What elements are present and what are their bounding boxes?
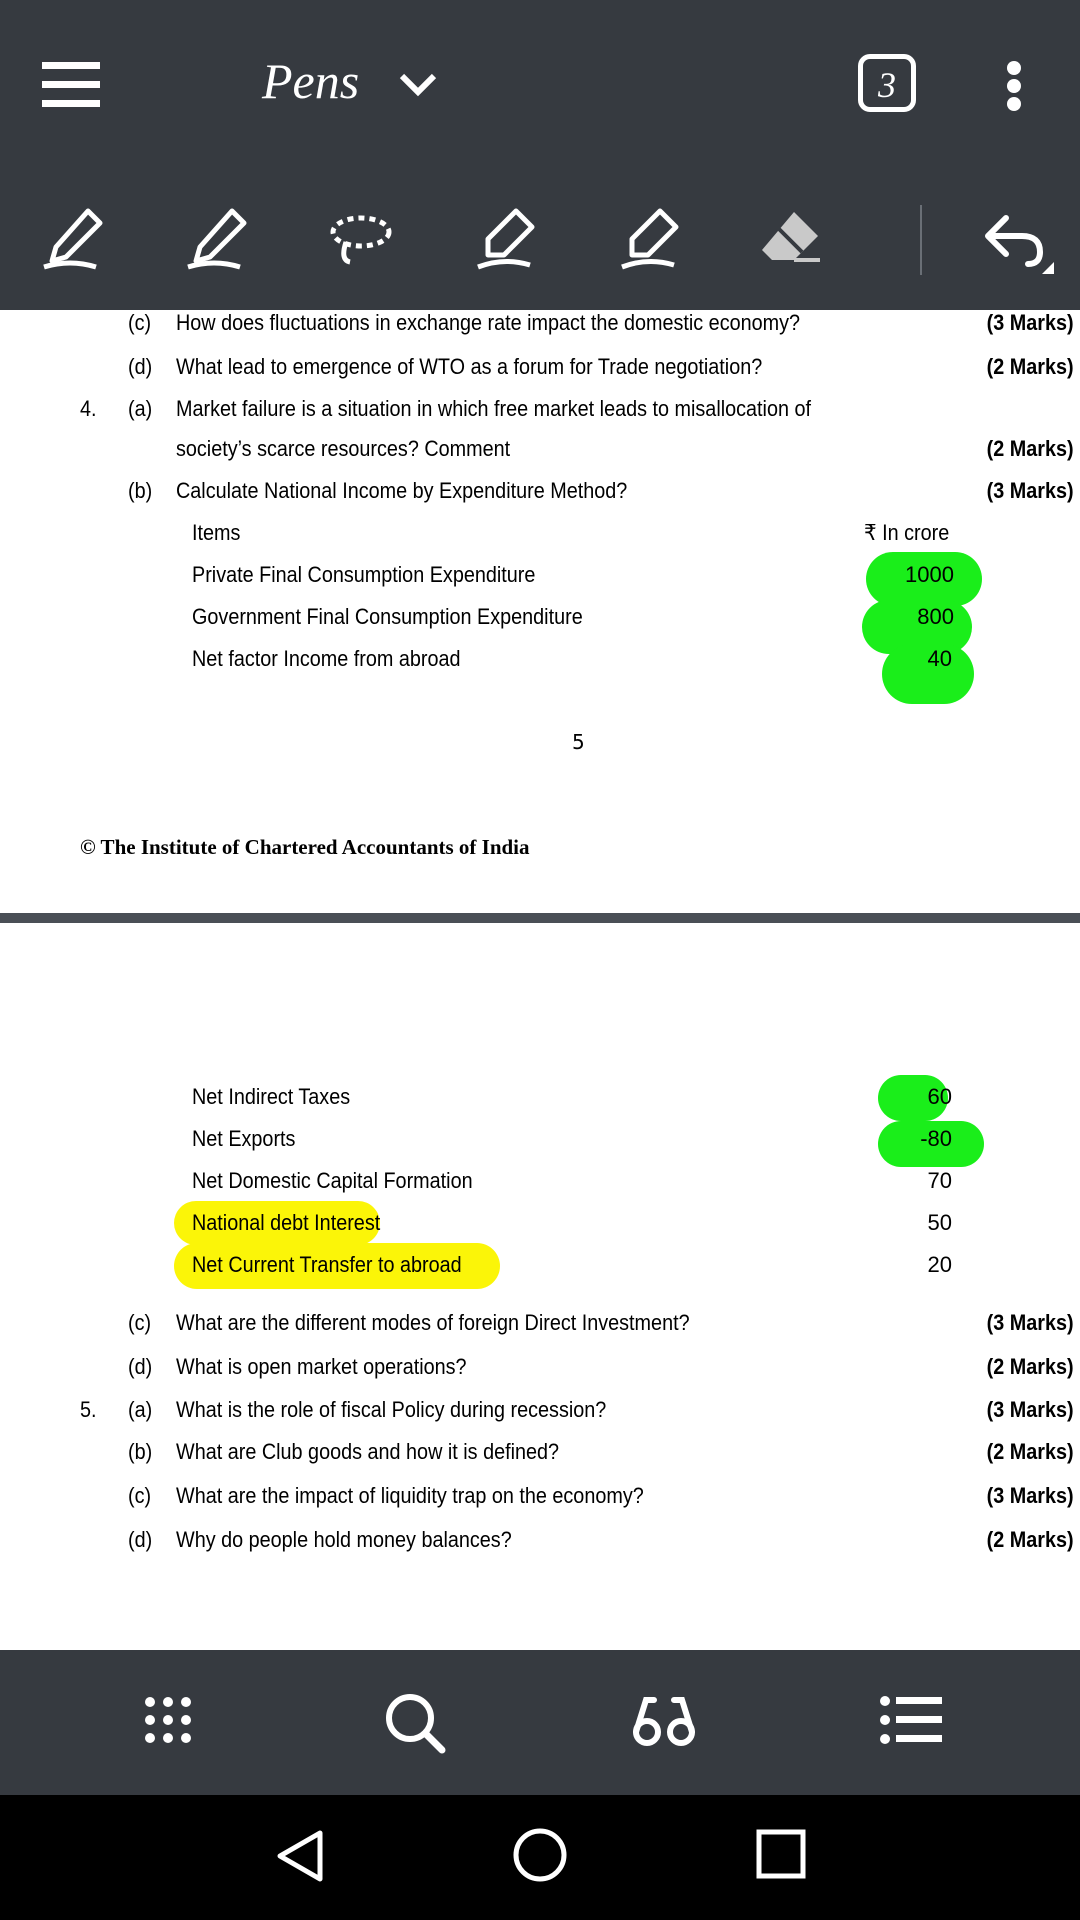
- question-label: (a): [128, 396, 153, 421]
- table-row-item: Net Domestic Capital Formation: [192, 1168, 473, 1193]
- eraser-icon[interactable]: [758, 208, 824, 268]
- question-marks: (2 Marks): [987, 436, 1074, 461]
- question-label: (a): [128, 1397, 153, 1422]
- question-number: 5.: [80, 1397, 97, 1422]
- highlighter-2-icon[interactable]: [618, 205, 684, 271]
- question-marks: (3 Marks): [987, 1397, 1074, 1422]
- table-row-item: Net Exports: [192, 1126, 296, 1151]
- question-text: How does fluctuations in exchange rate impact the domestic economy?: [176, 310, 801, 335]
- question-label: (d): [128, 354, 153, 379]
- table-row-item: Net Current Transfer to abroad: [192, 1252, 462, 1277]
- pen-2-icon[interactable]: [184, 205, 250, 271]
- table-row-item: Net factor Income from abroad: [192, 646, 461, 671]
- table-header-items: Items: [192, 520, 241, 545]
- question-text: What are Club goods and how it is defined?: [176, 1439, 560, 1464]
- lasso-icon[interactable]: [328, 210, 394, 270]
- table-row-item: National debt Interest: [192, 1210, 381, 1235]
- question-text: What are the impact of liquidity trap on the economy?: [176, 1483, 644, 1508]
- page-count-value: 3: [878, 65, 896, 105]
- pen-set-title[interactable]: Pens: [262, 53, 360, 109]
- question-number: 4.: [80, 396, 97, 421]
- question-text: What is open market operations?: [176, 1354, 467, 1379]
- question-marks: (2 Marks): [987, 1354, 1074, 1379]
- chevron-down-icon[interactable]: [398, 70, 438, 100]
- question-text: What lead to emergence of WTO as a forum for Trade negotiation?: [176, 354, 763, 379]
- table-row-value: -80: [920, 1126, 952, 1151]
- question-marks: (3 Marks): [987, 310, 1074, 335]
- page-number: 5: [572, 730, 585, 754]
- more-vert-icon[interactable]: [1000, 60, 1028, 112]
- question-text-continued: society’s scarce resources? Comment: [176, 436, 511, 461]
- table-row-value: 800: [917, 604, 954, 629]
- table-header-unit: ₹ In crore: [864, 520, 950, 545]
- table-row-item: Net Indirect Taxes: [192, 1084, 351, 1109]
- question-text: What is the role of fiscal Policy during recession?: [176, 1397, 607, 1422]
- table-row-value: 20: [927, 1252, 952, 1277]
- question-marks: (2 Marks): [987, 1439, 1074, 1464]
- question-text: What are the different modes of foreign Direct Investment?: [176, 1310, 690, 1335]
- table-row-item: Private Final Consumption Expenditure: [192, 562, 536, 587]
- top-app-bar: [0, 0, 1080, 310]
- hamburger-menu-icon[interactable]: [40, 60, 104, 110]
- document-page-6: [0, 923, 1080, 1650]
- recents-icon[interactable]: [756, 1829, 806, 1879]
- question-text: Calculate National Income by Expenditure Method?: [176, 478, 628, 503]
- question-label: (c): [128, 310, 152, 335]
- table-row-value: 70: [927, 1168, 952, 1193]
- undo-icon[interactable]: [978, 212, 1054, 282]
- list-icon[interactable]: [880, 1696, 942, 1744]
- question-label: (d): [128, 1354, 153, 1379]
- home-icon[interactable]: [512, 1827, 568, 1883]
- pen-1-icon[interactable]: [40, 205, 106, 271]
- reading-mode-icon[interactable]: [632, 1694, 696, 1750]
- question-label: (c): [128, 1483, 152, 1508]
- page-separator: [0, 913, 1080, 923]
- table-row-value: 60: [927, 1084, 952, 1109]
- table-row-item: Government Final Consumption Expenditure: [192, 604, 583, 629]
- system-navigation-bar: [0, 1795, 1080, 1920]
- search-icon[interactable]: [384, 1692, 446, 1754]
- question-label: (c): [128, 1310, 152, 1335]
- question-marks: (2 Marks): [987, 354, 1074, 379]
- toolbar-divider: [920, 205, 922, 275]
- table-row-value: 50: [927, 1210, 952, 1235]
- question-label: (b): [128, 1439, 153, 1464]
- question-marks: (3 Marks): [987, 1310, 1074, 1335]
- question-text: Why do people hold money balances?: [176, 1527, 512, 1552]
- question-marks: (3 Marks): [987, 1483, 1074, 1508]
- page-count-button[interactable]: [858, 54, 916, 112]
- question-label: (b): [128, 478, 153, 503]
- bottom-toolbar: [0, 1650, 1080, 1795]
- grid-apps-icon[interactable]: [144, 1696, 192, 1744]
- question-marks: (2 Marks): [987, 1527, 1074, 1552]
- question-label: (d): [128, 1527, 153, 1552]
- document-page-5: [0, 310, 1080, 913]
- table-row-value: 40: [927, 646, 952, 671]
- question-text: Market failure is a situation in which free market leads to misallocation of: [176, 396, 811, 421]
- highlighter-1-icon[interactable]: [474, 205, 540, 271]
- question-marks: (3 Marks): [987, 478, 1074, 503]
- table-row-value: 1000: [905, 562, 954, 587]
- page-footer: © The Institute of Chartered Accountants of India: [80, 835, 530, 859]
- back-icon[interactable]: [276, 1829, 324, 1883]
